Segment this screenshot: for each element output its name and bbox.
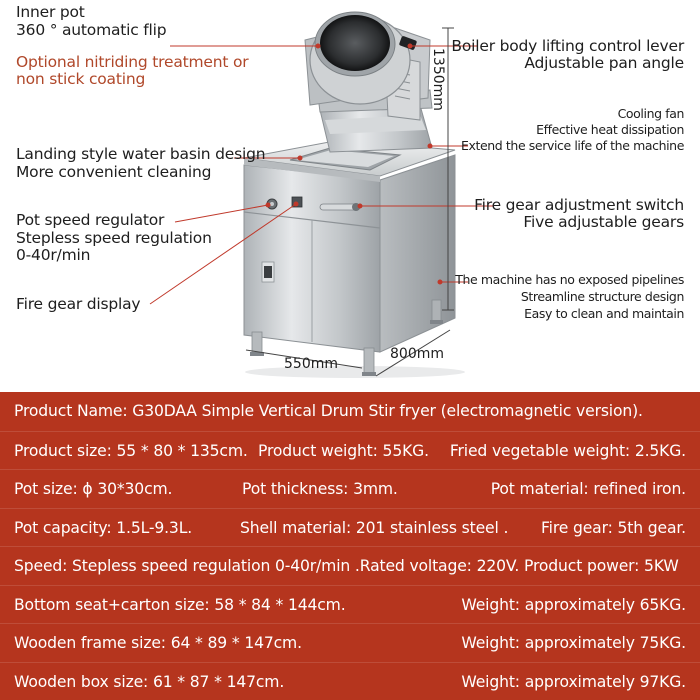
spec-wooden-box-size: Wooden box size: 61 * 87 * 147cm. [14, 672, 285, 691]
callout-water-basin-title: Landing style water basin design [16, 145, 266, 163]
callout-coating-text-1: Optional nitriding treatment or [16, 53, 249, 71]
callout-flip: 360 ° automatic flip [16, 21, 167, 39]
spec-row-pot [0, 469, 700, 508]
spec-pot-material: Pot material: refined iron. [490, 480, 686, 498]
callout-coating-line1 [16, 54, 248, 71]
spec-wooden-frame-size: Wooden frame size: 64 * 89 * 147cm. [14, 634, 302, 652]
callout-pot-speed-title: Pot speed regulator [16, 211, 165, 229]
callout-lever-desc: Adjustable pan angle [524, 54, 684, 72]
spec-pot-capacity: Pot capacity: 1.5L-9.3L. [14, 518, 193, 537]
callout-coating-text-2: non stick coating [16, 70, 146, 88]
spec-row-wooden-box [0, 662, 700, 700]
spec-row-capacity [0, 508, 700, 547]
callout-pot-speed-range: 0-40r/min [16, 246, 91, 264]
dimension-depth: 800mm [390, 346, 444, 362]
callout-pipe-title: The machine has no exposed pipelines [455, 272, 684, 287]
spec-row-product-name [0, 392, 700, 431]
spec-row-wooden-frame [0, 623, 700, 662]
spec-carton-size: Bottom seat+carton size: 58 * 84 * 144cm. [14, 595, 346, 614]
spec-row-carton [0, 585, 700, 624]
dimension-height: 1350mm [430, 48, 446, 111]
callout-lever-title: Boiler body lifting control lever [451, 37, 684, 55]
callout-fire-switch-title: Fire gear adjustment switch [474, 196, 684, 214]
spec-pot-thickness: Pot thickness: 3mm. [242, 480, 398, 498]
spec-row-speed-power [0, 546, 700, 585]
callout-fan-life: Extend the service life of the machine [461, 138, 684, 153]
spec-speed-voltage-power: Speed: Stepless speed regulation 0-40r/min .Rated voltage: 220V. Product power: 5KW [14, 557, 679, 575]
spec-panel [0, 392, 700, 700]
callout-pipe-design: Streamline structure design [520, 289, 684, 304]
spec-shell-material: Shell material: 201 stainless steel . [240, 518, 509, 537]
callout-pot-speed-desc: Stepless speed regulation [16, 229, 212, 247]
callout-fire-switch-desc: Five adjustable gears [523, 213, 684, 231]
spec-wooden-frame-weight: Weight: approximately 75KG. [461, 634, 686, 652]
callout-fire-display: Fire gear display [16, 295, 141, 313]
callout-water-basin-desc: More convenient cleaning [16, 163, 212, 181]
dimension-width: 550mm [284, 356, 338, 372]
spec-fried-weight: Fried vegetable weight: 2.5KG. [449, 441, 686, 460]
spec-product-size: Product size: 55 * 80 * 135cm. [14, 441, 248, 460]
spec-row-size-weight [0, 431, 700, 470]
spec-product-name: Product Name: G30DAA Simple Vertical Drum Stir fryer (electromagnetic version). [14, 402, 643, 420]
spec-carton-weight: Weight: approximately 65KG. [461, 595, 686, 614]
callout-coating-line2 [16, 71, 145, 88]
callout-fan-desc: Effective heat dissipation [536, 122, 684, 137]
callout-fan-title: Cooling fan [617, 106, 684, 121]
spec-pot-size: Pot size: ϕ 30*30cm. [14, 480, 173, 498]
spec-fire-gear: Fire gear: 5th gear. [540, 518, 686, 537]
spec-product-weight: Product weight: 55KG. [258, 441, 429, 460]
callout-pipe-clean: Easy to clean and maintain [524, 306, 684, 321]
callout-inner-pot: Inner pot [16, 3, 85, 21]
spec-wooden-box-weight: Weight: approximately 97KG. [461, 672, 686, 691]
